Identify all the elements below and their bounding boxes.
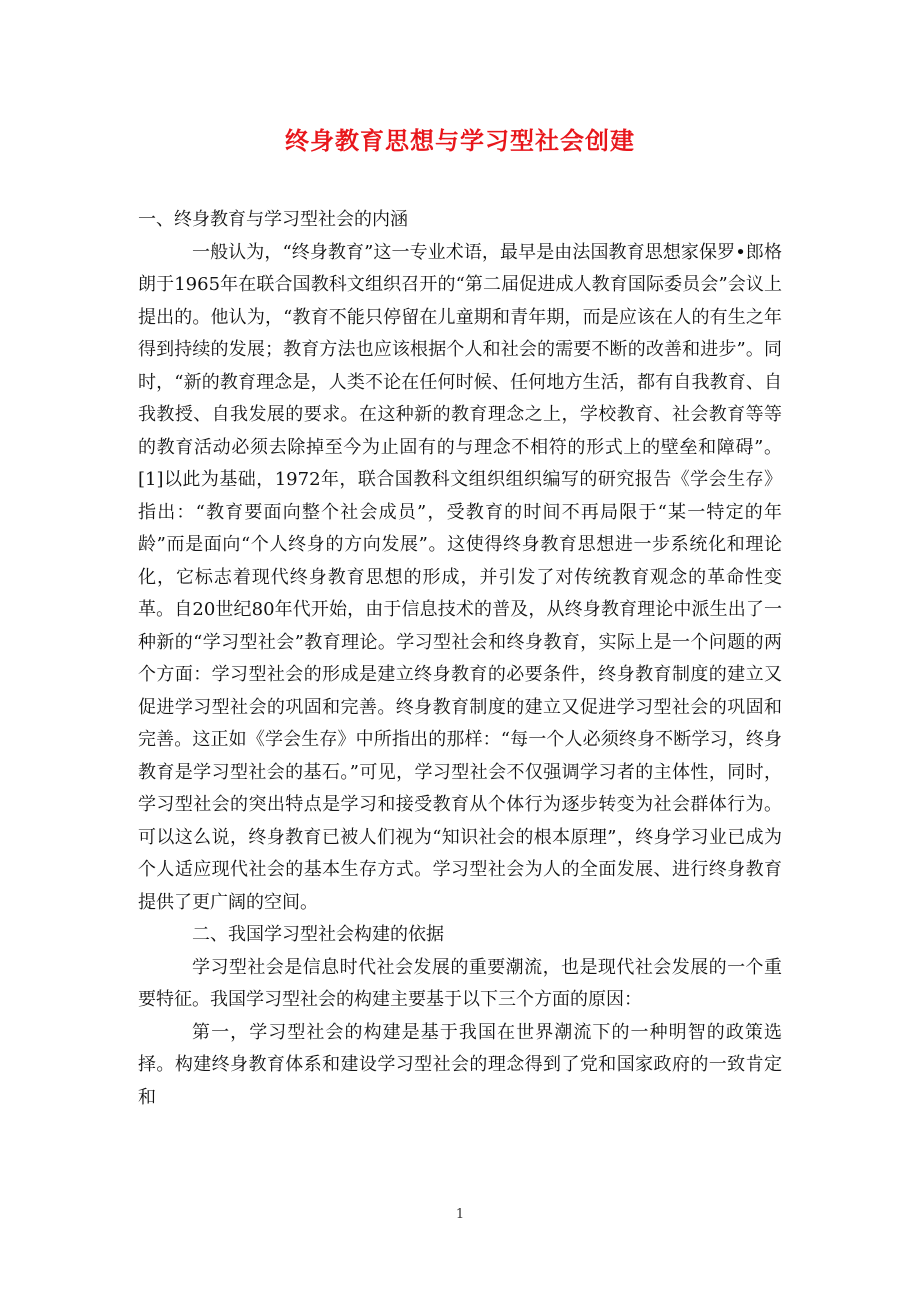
document-title: 终身教育思想与学习型社会创建 — [285, 126, 635, 155]
paragraph-2: 学习型社会是信息时代社会发展的重要潮流，也是现代社会发展的一个重要特征。我国学习型社会的构建主要基于以下三个方面的原因： — [138, 956, 782, 1010]
document-body — [138, 204, 782, 1114]
paragraph-3: 第一，学习型社会的构建是基于我国在世界潮流下的一种明智的政策选择。构建终身教育体系和建设学习型社会的理念得到了党和国家政府的一致肯定和 — [138, 1021, 782, 1108]
page-number: 1 — [455, 1207, 465, 1222]
section-heading-1: 一、终身教育与学习型社会的内涵 — [138, 209, 408, 230]
section-heading-2: 二、我国学习型社会构建的依据 — [192, 924, 444, 945]
paragraph-1: 一般认为，“终身教育”这一专业术语，最早是由法国教育思想家保罗•郎格朗于1965年在联合国教科文组织召开的“第二届促进成人教育国际委员会”会议上提出的。他认为，“教育不能只停留在儿童期和青年期，而是应该在人的有生之年得到持续的发展；教育方法也应该根据个人和社会的需要不断的改善和进步”。同时，“新的教育理念是，人类不论在任何时候、任何地方生活，都有自我教育、自我教授、自我发展的要求。在这种新的教育理念之上，学校教育、社会教育等等的教育活动必须去除掉至今为止固有的与理念不相符的形式上的壁垒和障碍”。[1]以此为基础，1972年，联合国教科文组织组织编写的研究报告《学会生存》指出：“教育要面向整个社会成员”，受教育的时间不再局限于“某一特定的年龄”而是面向“个人终身的方向发展”。这使得终身教育思想进一步系统化和理论化，它标志着现代终身教育思想的形成，并引发了对传统教育观念的革命性变革。自20世纪80年代开始，由于信息技术的普及，从终身教育理论中派生出了一种新的“学习型社会”教育理论。学习型社会和终身教育，实际上是一个问题的两个方面：学习型社会的形成是建立终身教育的必要条件，终身教育制度的建立又促进学习型社会的巩固和完善。终身教育制度的建立又促进学习型社会的巩固和完善。这正如《学会生存》中所指出的那样：“每一个人必须终身不断学习，终身教育是学习型社会的基石。”可见，学习型社会不仅强调学习者的主体性，同时，学习型社会的突出特点是学习和接受教育从个体行为逐步转变为社会群体行为。可以这么说，终身教育已被人们视为“知识社会的根本原理”，终身学习业已成为个人适应现代社会的基本生存方式。学习型社会为人的全面发展、进行终身教育提供了更广阔的空间。 — [138, 241, 782, 913]
